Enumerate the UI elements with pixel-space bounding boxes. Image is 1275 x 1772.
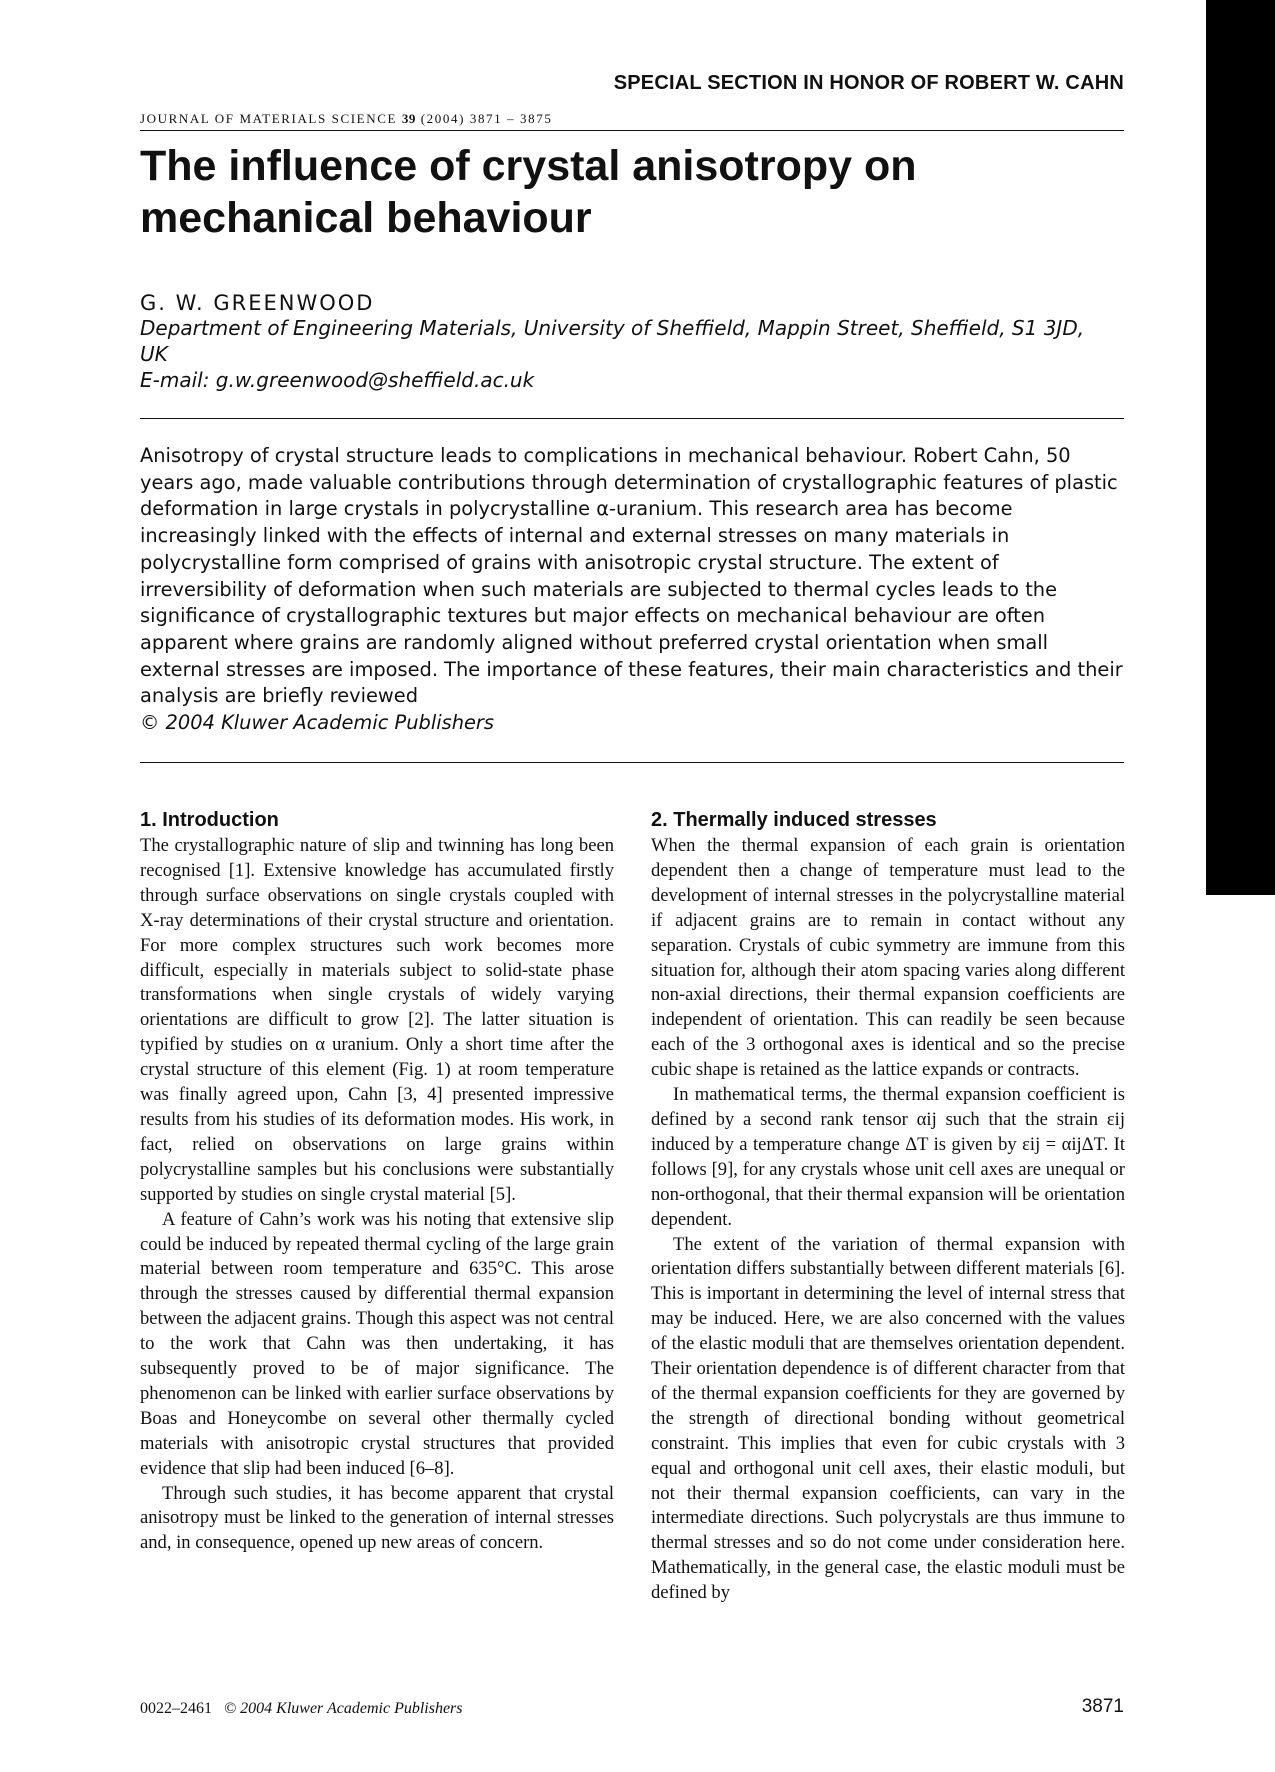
right-column (651, 808, 1125, 1606)
author-name: G. W. GREENWOOD (140, 291, 375, 315)
intro-paragraph-3: Through such studies, it has become apparent that crystal anisotropy must be linked to the generation of internal stresses and, in consequence, opened up new areas of concern. (140, 1482, 614, 1554)
journal-volume: 39 (401, 111, 416, 126)
section-heading-introduction: 1. Introduction (140, 809, 279, 831)
abstract-text: Anisotropy of crystal structure leads to complications in mechanical behaviour. Robert Cahn, 50 years ago, made valuable contributions through determination of crystallographic features of plastic deformation in large crystals in polycrystalline α-uranium. This research area has become increasingly linked with the effects of internal and external stresses on many materials in polycrystalline form comprised of grains with anisotropic crystal structure. The extent of irreversibility of deformation when such materials are subjected to thermal cycles leads to the significance of crystallographic textures but major effects on mechanical behaviour are often apparent where grains are randomly aligned without preferred crystal orientation when small external stresses are imposed. The importance of these features, their main characteristics and their analysis are briefly reviewed (140, 444, 1123, 708)
abstract (140, 443, 1124, 737)
intro-paragraph-1: The crystallographic nature of slip and twinning has long been recognised [1]. Extensive knowledge has accumulated firstly through surface observations on single crystals coupled with X-ray determinations of their crystal structure and orientation. For more complex structures such work becomes more difficult, especially in materials subject to solid-state phase transformations when single crystals of widely varying orientations are difficult to grow [2]. The latter situation is typified by studies on α uranium. Only a short time after the crystal structure of this element (Fig. 1) at room temperature was finally agreed upon, Cahn [3, 4] presented impressive results from his studies of its deformation modes. His work, in fact, relied on observations on large grains within polycrystalline samples but his conclusions were substantially supported by studies on single crystal material [5]. (140, 835, 614, 1205)
journal-name: JOURNAL OF MATERIALS SCIENCE (140, 111, 398, 126)
article-title: The influence of crystal anisotropy on mechanical behaviour (140, 142, 917, 242)
footer-issn-line (140, 1700, 463, 1718)
left-column (140, 808, 614, 1556)
author-affiliation-block (140, 315, 1100, 393)
journal-year-pages: (2004) 3871 – 3875 (420, 111, 553, 126)
abstract-copyright: © 2004 Kluwer Academic Publishers (140, 711, 494, 735)
affiliation: Department of Engineering Materials, University of Sheffield, Mappin Street, Sheffield, S1 3JD, UK (140, 316, 1085, 366)
special-section-heading: SPECIAL SECTION IN HONOR OF ROBERT W. CAHN (613, 72, 1124, 94)
thermal-paragraph-3: The extent of the variation of thermal expansion with orientation differs substantially between different materials [6]. This is important in determining the level of internal stress that may be induced. Here, we are also concerned with the values of the elastic moduli that are themselves orientation dependent. Their orientation dependence is of different character from that of the thermal expansion coefficients for they are governed by the strength of directional bonding without geometrical constraint. This implies that even for cubic crystals with 3 equal and orthogonal unit cell axes, their elastic moduli, but not their thermal expansion coefficients, can vary in the intermediate directions. Such polycrystals are thus immune to thermal stresses and so do not come under consideration here. Mathematically, in the general case, the elastic moduli must be defined by (651, 1233, 1125, 1604)
thermal-paragraph-2: In mathematical terms, the thermal expansion coefficient is defined by a second rank tensor αij such that the strain εij induced by a temperature change ΔT is given by εij = αijΔT. It follows [9], for any crystals whose unit cell axes are unequal or non-orthogonal, that their thermal expansion will be orientation dependent. (651, 1084, 1125, 1230)
intro-paragraph-2: A feature of Cahn’s work was his noting that extensive slip could be induced by repeated thermal cycling of the large grain material between room temperature and 635°C. This arose through the stresses caused by differential thermal expansion between the adjacent grains. Though this aspect was not central to the work that Cahn was then undertaking, it has subsequently proved to be of major significance. The phenomenon can be linked with earlier surface observations by Boas and Honeycombe on several other thermally cycled materials with anisotropic crystal structures that provided evidence that slip had been induced [6–8]. (140, 1208, 614, 1479)
black-edge-tab (1206, 0, 1275, 895)
header-rule (140, 130, 1124, 131)
thermal-paragraph-1: When the thermal expansion of each grain is orientation dependent then a change of temperature must lead to the development of internal stresses in the polycrystalline material if adjacent grains are to remain in contact without any separation. Crystals of cubic symmetry are immune from this situation for, although their atom spacing varies along different non-axial directions, their thermal expansion coefficients are independent of orientation. This can readily be seen because each of the 3 orthogonal axes is identical and so the precise cubic shape is retained as the lattice expands or contracts. (651, 835, 1125, 1081)
abstract-top-rule (140, 418, 1124, 419)
author-email: E-mail: g.w.greenwood@sheffield.ac.uk (140, 368, 535, 392)
page-number: 3871 (1081, 1696, 1124, 1717)
journal-citation-line (140, 111, 552, 127)
footer-copyright: © 2004 Kluwer Academic Publishers (224, 1700, 463, 1717)
footer-issn: 0022–2461 (140, 1700, 212, 1717)
abstract-bottom-rule (140, 762, 1124, 763)
section-heading-thermal-stresses: 2. Thermally induced stresses (651, 809, 937, 831)
